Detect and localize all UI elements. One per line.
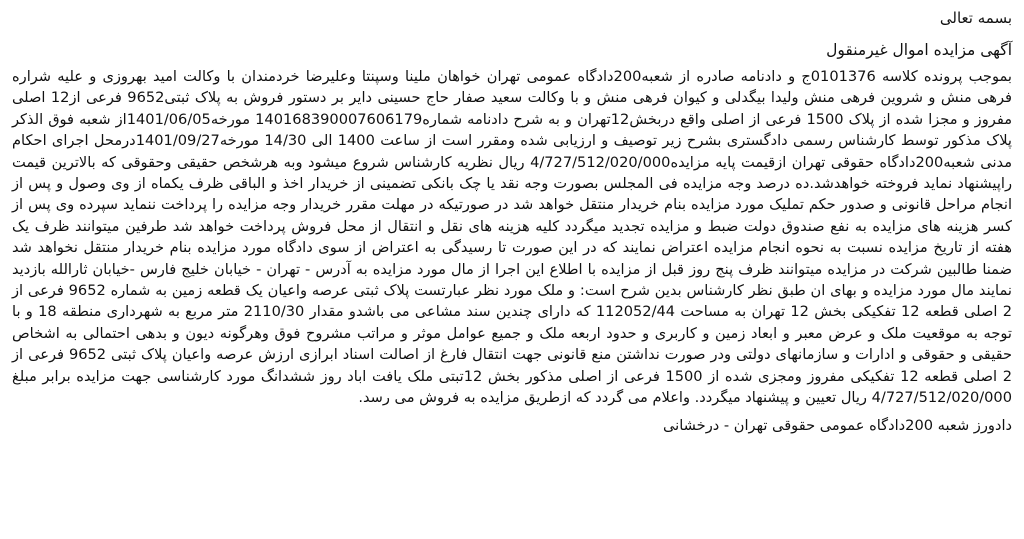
document-title: آگهی مزایده اموال غیرمنقول bbox=[826, 41, 1012, 59]
document-header: بسمه تعالی bbox=[939, 9, 1012, 27]
document-body: بموجب پرونده کلاسه 0101376ج و دادنامه صادره از شعبه200دادگاه عمومی تهران خواهان ملینا وسپنتا وعلیرضا خردمندان با وکالت امید بهروزی و علیه شراره فرهی منش و شروین فرهی منش ولیدا بیگدلی و کیوان فرهی منش و با وکالت سعید صفار حاج حسینی دایر بر دستور فروش به پلاک ثبتی9652 فرعی از12 اصلی مفروز و مجزا شده از پلاک 1500 فرعی از اصلی واقع دربخش12تهران و به شرح دادنامه شماره140168390007606179 مورخه1401/06/05از شعبه فوق الذکر پلاک مذکور توسط کارشناس رسمی دادگستری بشرح زیر توصیف و ارزیابی شده ومقرر است از ساعت 1400 الی 14/30 مورخه1401/09/27درمحل اجرای احکام مدنی شعبه200دادگاه حقوقی تهران ازقیمت پایه مزایده4/727/512/020/000 ریال نظریه کارشناس شروع میشود وبه هرشخص حقیقی وحقوقی که بالاترین قیمت راپیشنهاد نماید فروخته خواهدشد.ده درصد وجه مزایده فی المجلس بصورت وجه نقد یا چک بانکی تضمینی از خریدار اخذ و الباقی ظرف یکماه از وی وصول و پس از انجام مراحل قانونی و صدور حکم تملیک مورد مزایده بنام خریدار منتقل خواهد شد در صورتیکه در مهلت مقرر خریدار وجه مزایده را پرداخت ننماید سپرده وی پس از کسر هزینه های مزایده به نفع صندوق دولت ضبط و مزایده تجدید میگردد کلیه هزینه های نقل و انتقال از محل فروش پرداخت خواهد شد طرفین میتوانند ظرف یک هفته از تاریخ مزایده نسبت به نحوه انجام مزایده اعتراض نمایند که در این صورت تا رسیدگی به اعتراض از سوی دادگاه مورد مزایده بنام خریدار منتقل نخواهد شد ضمنا طالبین شرکت در مزایده میتوانند ظرف پنج روز قبل از مزایده با اطلاع این اجرا از مال مورد مزایده به آدرس - تهران - خیابان خلیج فارس -خیابان ثارالله بازدید نمایند مال مورد مزایده و بهای ان طبق نظر کارشناس بدین شرح است: و ملک مورد نظر عبارتست پلاک ثبتی عرصه واعیان یک قطعه زمین به شماره 9652 فرعی از 2 اصلی قطعه 12 تفکیکی بخش 12 تهران به مساحت 112052/44 که دارای چندین سند مشاعی می باشدو مقدار 2110/30 متر مربع به شهرداری منطقه 18 و با توجه به موقعیت ملک و عرض معبر و ابعاد زمین و کاربری و حدود اربعه ملک و جمیع عوامل موثر و مراتب مشروح فوق وهرگونه دیون و بدهی احتمالی به اشخاص حقیقی و حقوقی و ادارات و سازمانهای دولتی ودر صورت نداشتن منع قانونی جهت انتقال فارغ از اصالت اسناد ابرازی ارزش عرصه واعیان پلاک ثبتی 9652 فرعی از 2 اصلی قطعه 12 تفکیکی مفروز ومجزی شده از 1500 فرعی از اصلی مذکور بخش 12تبتی ملک یافت اباد روز ششدانگ مورد کارشناسی جهت مزایده برابر مبلغ 4/727/512/020/000 ریال تعیین و پیشنهاد میگردد. واعلام می گردد که ازطریق مزایده به فروش می رسد. bbox=[12, 68, 1013, 407]
document-signature: دادورز شعبه 200دادگاه عمومی حقوقی تهران - درخشانی bbox=[662, 416, 1012, 434]
